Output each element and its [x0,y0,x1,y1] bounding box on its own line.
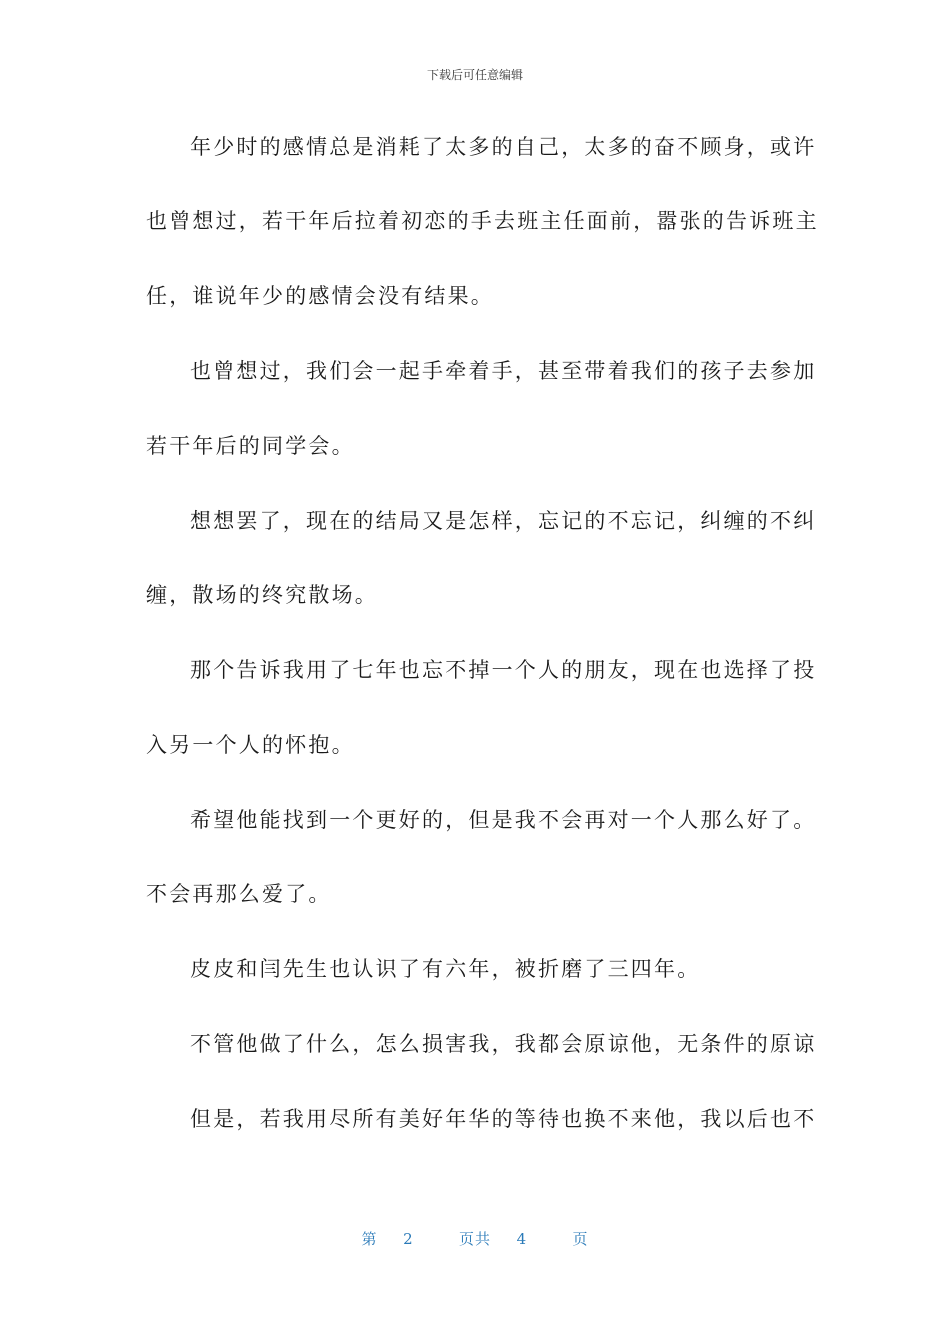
page-footer [0,1228,950,1249]
text-line: 若干年后的同学会。 [146,434,355,458]
text-line: 任，谁说年少的感情会没有结果。 [146,284,494,308]
text-line: 也曾想过，若干年后拉着初恋的手去班主任面前，嚣张的告诉班主 [146,209,819,233]
text-line: 但是，若我用尽所有美好年华的等待也换不来他，我以后也不 [190,1107,817,1131]
text-line: 不管他做了什么，怎么损害我，我都会原谅他，无条件的原谅 [190,1032,817,1056]
text-line: 缠，散场的终究散场。 [146,583,378,607]
text-line: 入另一个人的怀抱。 [146,733,355,757]
footer-suffix: 页 [572,1230,589,1248]
text-line: 那个告诉我用了七年也忘不掉一个人的朋友，现在也选择了投 [190,658,817,682]
current-page-number: 2 [403,1230,414,1248]
page-header: 下载后可任意编辑 [426,68,523,82]
text-line: 希望他能找到一个更好的，但是我不会再对一个人那么好了。 [190,808,817,832]
text-line: 也曾想过，我们会一起手牵着手，甚至带着我们的孩子去参加 [190,359,817,383]
text-line: 年少时的感情总是消耗了太多的自己，太多的奋不顾身，或许 [190,135,817,159]
footer-middle: 页共 [458,1230,491,1248]
footer-prefix: 第 [361,1230,378,1248]
text-line: 想想罢了，现在的结局又是怎样，忘记的不忘记，纠缠的不纠 [190,509,817,533]
total-pages-number: 4 [516,1230,528,1248]
text-line: 不会再那么爱了。 [146,882,332,906]
text-line: 皮皮和闫先生也认识了有六年，被折磨了三四年。 [190,957,701,981]
